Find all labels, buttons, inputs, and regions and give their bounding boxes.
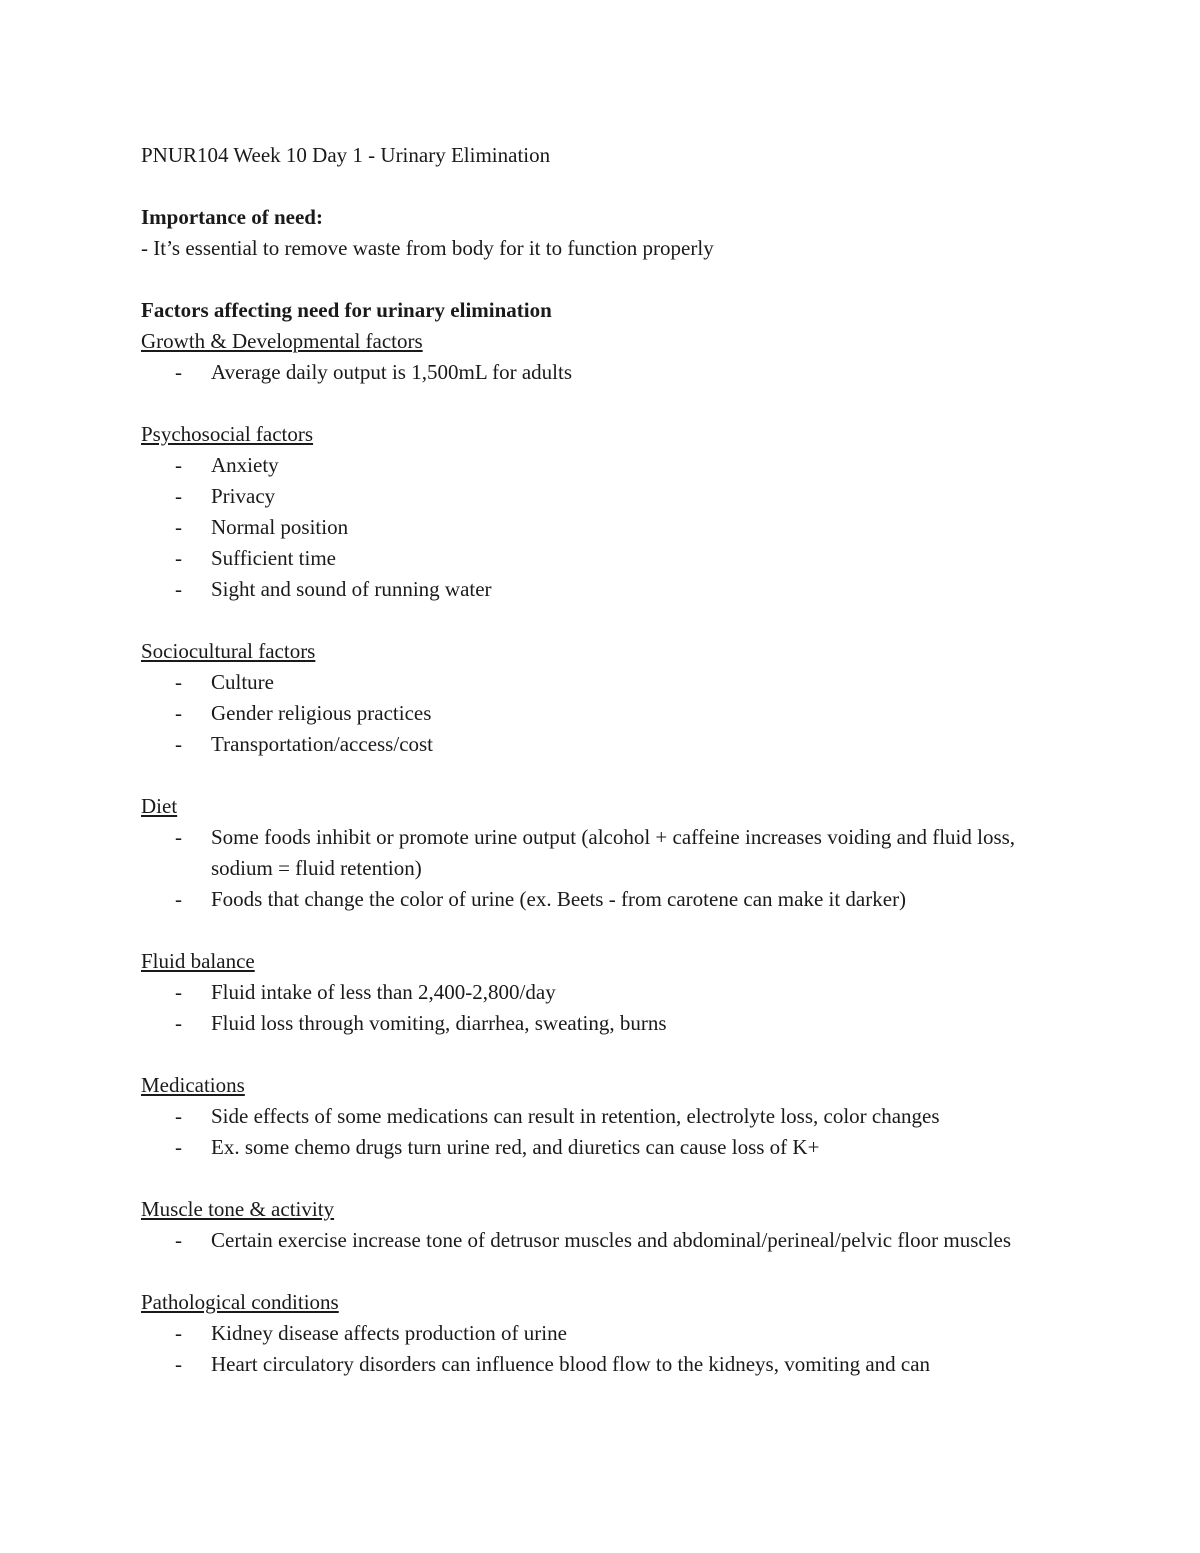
section-heading: Growth & Developmental factors [141, 329, 423, 353]
list-item [141, 977, 1051, 1008]
list-item-text: Gender religious practices [211, 701, 432, 725]
section-heading: Diet [141, 794, 178, 818]
list-item-text: Kidney disease affects production of urine [211, 1321, 567, 1345]
factor-sections [141, 326, 1051, 1380]
bullet-dash: - [175, 1104, 182, 1128]
bullet-dash: - [175, 1228, 182, 1252]
list-item-text: Sufficient time [211, 546, 337, 570]
section-heading: Pathological conditions [141, 1290, 339, 1314]
bullet-list [141, 667, 1051, 760]
spacer [141, 1163, 1051, 1194]
list-item [141, 481, 1051, 512]
list-item-text: Ex. some chemo drugs turn urine red, and diuretics can cause loss of K+ [211, 1135, 820, 1159]
bullet-dash: - [175, 546, 182, 570]
spacer [141, 264, 1051, 295]
spacer [141, 1256, 1051, 1287]
list-item [141, 1008, 1051, 1039]
bullet-dash: - [175, 1135, 182, 1159]
list-item [141, 574, 1051, 605]
factor-section [141, 326, 1051, 388]
spacer [141, 760, 1051, 791]
list-item [141, 698, 1051, 729]
spacer [141, 605, 1051, 636]
list-item-text: Transportation/access/cost [211, 732, 434, 756]
bullet-dash: - [175, 670, 182, 694]
section-heading: Psychosocial factors [141, 422, 314, 446]
list-item-text: Privacy [211, 484, 276, 508]
factors-heading: Factors affecting need for urinary elimination [141, 298, 552, 322]
list-item-text: Anxiety [211, 453, 279, 477]
bullet-list [141, 357, 1051, 388]
list-item-text: Some foods inhibit or promote urine output (alcohol + caffeine increases voiding and fluid loss, sodium = fluid retention) [211, 825, 1016, 880]
bullet-list [141, 822, 1051, 915]
list-item-text: Sight and sound of running water [211, 577, 492, 601]
list-item [141, 450, 1051, 481]
section-heading: Muscle tone & activity [141, 1197, 335, 1221]
factor-section [141, 419, 1051, 605]
spacer [141, 388, 1051, 419]
bullet-list [141, 1225, 1051, 1256]
factor-section [141, 636, 1051, 760]
list-item [141, 667, 1051, 698]
factor-section [141, 946, 1051, 1039]
bullet-list [141, 1101, 1051, 1163]
document-title: PNUR104 Week 10 Day 1 - Urinary Elimination [141, 143, 551, 167]
bullet-dash: - [175, 1321, 182, 1345]
list-item [141, 822, 1051, 884]
bullet-dash: - [175, 701, 182, 725]
list-item [141, 1132, 1051, 1163]
bullet-dash: - [175, 453, 182, 477]
list-item [141, 729, 1051, 760]
bullet-dash: - [175, 484, 182, 508]
list-item-text: Side effects of some medications can result in retention, electrolyte loss, color changes [211, 1104, 940, 1128]
list-item [141, 1318, 1051, 1349]
list-item [141, 1101, 1051, 1132]
list-item-text: Heart circulatory disorders can influence blood flow to the kidneys, vomiting and can [211, 1352, 931, 1376]
list-item [141, 1349, 1051, 1380]
spacer [141, 1039, 1051, 1070]
bullet-dash: - [175, 1011, 182, 1035]
list-item-text: Fluid intake of less than 2,400-2,800/day [211, 980, 556, 1004]
bullet-dash: - [175, 980, 182, 1004]
document-page [141, 140, 1051, 1380]
bullet-list [141, 450, 1051, 605]
list-item-text: Normal position [211, 515, 349, 539]
bullet-list [141, 1318, 1051, 1380]
factor-section [141, 1070, 1051, 1163]
bullet-dash: - [175, 360, 182, 384]
bullet-dash: - [175, 515, 182, 539]
bullet-dash: - [175, 887, 182, 911]
section-heading: Sociocultural factors [141, 639, 316, 663]
bullet-dash: - [175, 577, 182, 601]
section-heading: Fluid balance [141, 949, 255, 973]
list-item-text: Average daily output is 1,500mL for adults [211, 360, 573, 384]
bullet-dash: - [175, 825, 182, 849]
list-item [141, 357, 1051, 388]
list-item-text: Culture [211, 670, 274, 694]
bullet-list [141, 977, 1051, 1039]
bullet-dash: - [175, 732, 182, 756]
section-heading: Medications [141, 1073, 245, 1097]
factor-section [141, 1194, 1051, 1256]
list-item-text: Fluid loss through vomiting, diarrhea, sweating, burns [211, 1011, 667, 1035]
spacer [141, 915, 1051, 946]
factor-section [141, 791, 1051, 915]
factor-section [141, 1287, 1051, 1380]
list-item [141, 512, 1051, 543]
bullet-dash: - [175, 1352, 182, 1376]
list-item-text: Foods that change the color of urine (ex. Beets - from carotene can make it darker) [211, 887, 907, 911]
importance-text: - It’s essential to remove waste from body for it to function properly [141, 236, 714, 260]
list-item [141, 884, 1051, 915]
spacer [141, 171, 1051, 202]
list-item [141, 543, 1051, 574]
importance-heading: Importance of need: [141, 205, 323, 229]
list-item-text: Certain exercise increase tone of detrusor muscles and abdominal/perineal/pelvic floor muscles [211, 1228, 1012, 1252]
list-item [141, 1225, 1051, 1256]
